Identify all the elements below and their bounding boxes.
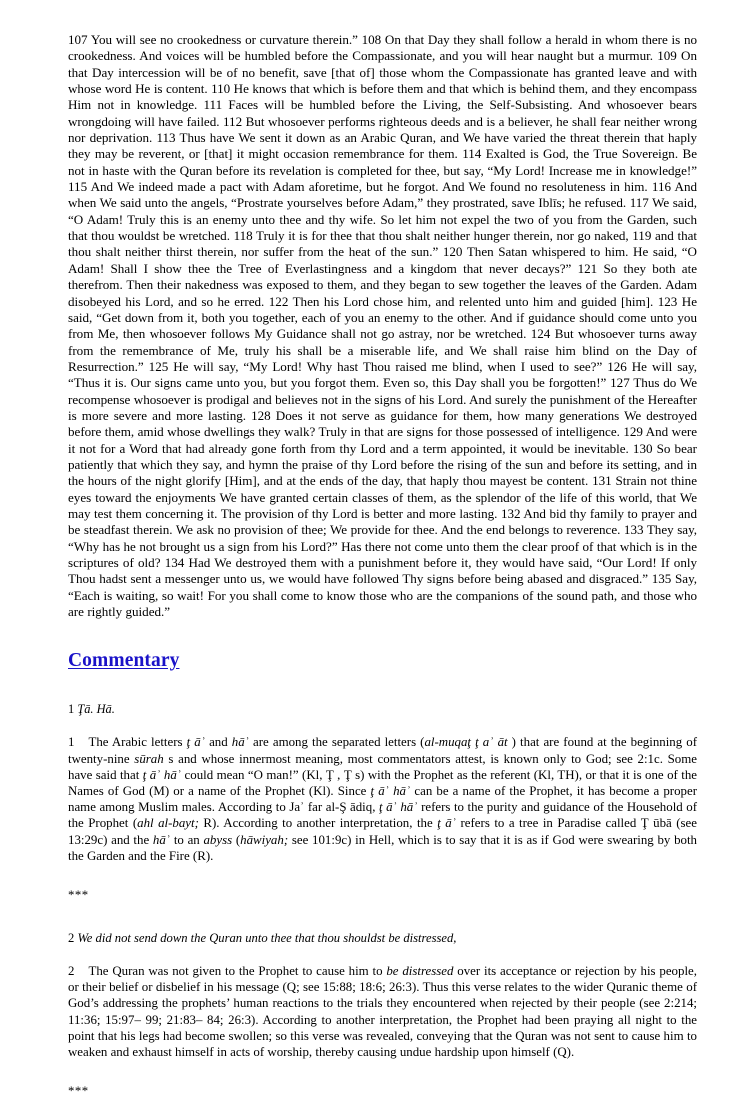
verse-number-2: 2 (68, 931, 75, 945)
section-separator-2: *** (68, 1084, 89, 1098)
section-separator-1: *** (68, 888, 89, 902)
commentary-paragraph-body-1: The Arabic letters ţ āʾ and hāʾ are among the separated letters (al-muqaţ ţ aʾ āt ) that are found at the beginning of twenty-nine sūrah s and whose innermost meaning, most commentators attest, is known only to God; see 2:1c. Some have said that ţ āʾ hāʾ could mean “O man!” (Kl, Ţ , Ţ s) with the Prophet as the referent (Kl, TH), or that it is one of the Names of God (M) or a name of the Prophet (Kl). Since ţ āʾ hāʾ can be a name of the Prophet, it has become a proper name among Muslim males. According to Jaʾ far al-Ş ādiq, ţ āʾ hāʾ refers to the purity and guidance of the Household of the Prophet (ahl al-bayt; R). According to another interpretation, the ţ āʾ refers to a tree in Paradise called Ţ ūbā (see 13:29c) and the hāʾ to an abyss (hāwiyah; see 101:9c) in Hell, which is to say that it is as if God were swearing by both the Garden and the Fire (R). (68, 735, 698, 863)
commentary-verse-line-1 (68, 701, 697, 717)
commentary-paragraph-body-2: The Quran was not given to the Prophet to cause him to be distressed over its acceptance or rejection by his people, or their belief or disbelief in his message (Q; see 15:88; 18:6; 26:3). Thus this verse relates to the wider Quranic theme of God’s addressing the prophets’ human reactions to the trials they encountered when rejected by their people (see 2:214; 11:36; 15:97– 99; 21:83– 84; 26:3). According to another interpretation, the Prophet had been praying all night to the point that his legs had become swollen; so this verse was revealed, conveying that the Quran was not sent to cause him to weaken and exhaust himself in acts of worship, thereby causing undue hardship upon himself (Q). (68, 964, 697, 1060)
verse-number-1: 1 (68, 702, 75, 717)
commentary-paragraph-number-2: 2 (68, 964, 75, 978)
verse-text-1: Ţā. Hā. (77, 702, 115, 717)
quran-translation-text: 107 You will see no crookedness or curvature therein.” 108 On that Day they shall follow a herald in whom there is no crookedness. And voices will be humbled before the Compassionate, and you will hear naught but a murmur. 109 On that Day intercession will be of no benefit, save [that of] those whom the Compassionate has granted leave and with whose word He is content. 110 He knows that which is before them and that which is behind them, and they encompass Him not in knowledge. 111 Faces will be humbled before the Living, the Self-Subsisting. And whosoever bears wrongdoing will have failed. 112 But whosoever performs righteous deeds and is a believer, he shall fear neither wrong nor deprivation. 113 Thus have We sent it down as an Arabic Quran, and We have varied the threat therein that haply they may be reverent, or [that] it might occasion remembrance for them. 114 Exalted is God, the True Sovereign. Be not in haste with the Quran before its revelation is completed for thee, but say, “My Lord! Increase me in knowledge!” 115 And We indeed made a pact with Adam aforetime, but he forgot. And We found no resoluteness in him. 116 And when We said unto the angels, “Prostrate yourselves before Adam,” they prostrated, save Iblīs; he refused. 117 We said, “O Adam! Truly this is an enemy unto thee and thy wife. So let him not expel the two of you from the Garden, such that thou wouldst be wretched. 118 Truly it is for thee that thou shalt neither hunger therein, nor go naked, 119 and that thou shalt neither thirst therein, nor suffer from the heat of the sun.” 120 Then Satan whispered to him. He said, “O Adam! Shall I show thee the Tree of Everlastingness and a kingdom that never decays?” 121 So they both ate therefrom. Then their nakedness was exposed to them, and they began to sew together the leaves of the Garden. Adam disobeyed his Lord, and so he erred. 122 Then his Lord chose him, and relented unto him and guided [him]. 123 He said, “Get down from it, both you together, each of you an enemy to the other. And if guidance should come unto you from Me, then whosoever follows My Guidance shall not go astray, nor be wretched. 124 But whosoever turns away from the remembrance of Me, truly his shall be a miserable life, and We shall raise him blind on the Day of Resurrection.” 125 He will say, “My Lord! Why hast Thou raised me blind, when I used to see?” 126 He will say, “Thus it is. Our signs came unto you, but you forgot them. Even so, this Day shall you be forgotten!” 127 Thus do We recompense whosoever is prodigal and believes not in the signs of his Lord. And surely the punishment of the Hereafter is more severe and more lasting. 128 Does it not serve as guidance for them, how many generations We destroyed before them, amid whose dwellings they walk? Truly in that are signs for those possessed of intelligence. 129 And were it not for a Word that had already gone forth from thy Lord and a term appointed, it would be inevitable. 130 So bear patiently that which they say, and hymn the praise of thy Lord before the rising of the sun and before its setting, and in the hours of the night glorify [Him], and at the ends of the day, that haply thou mayest be content. 131 Strain not thine eyes toward the enjoyments We have granted certain classes of them, as the splendor of the life of this world, that We may test them concerning it. The provision of thy Lord is better and more lasting. 132 And bid thy family to prayer and be steadfast therein. We ask no provision of thee; We provide for thee. And the end belongs to reverence. 133 They say, “Why has he not brought us a sign from his Lord?” Has there not come unto them the clear proof of that which is in the scriptures of old? 134 Had We destroyed them with a punishment before it, they would have said, “Our Lord! If only Thou hadst sent a messenger unto us, we would have followed Thy signs before being abased and disgraced.” 135 Say, “Each is waiting, so wait! For you shall come to know those who are the companions of the sound path, and those who are rightly guided.” (68, 32, 697, 620)
commentary-heading: Commentary (68, 650, 180, 672)
verse-text-2: We did not send down the Quran unto thee that thou shouldst be distressed, (77, 931, 457, 945)
commentary-paragraph-1 (68, 734, 697, 864)
commentary-paragraph-number-1: 1 (68, 735, 75, 750)
commentary-verse-line-2 (68, 930, 697, 946)
commentary-paragraph-2 (68, 963, 697, 1060)
